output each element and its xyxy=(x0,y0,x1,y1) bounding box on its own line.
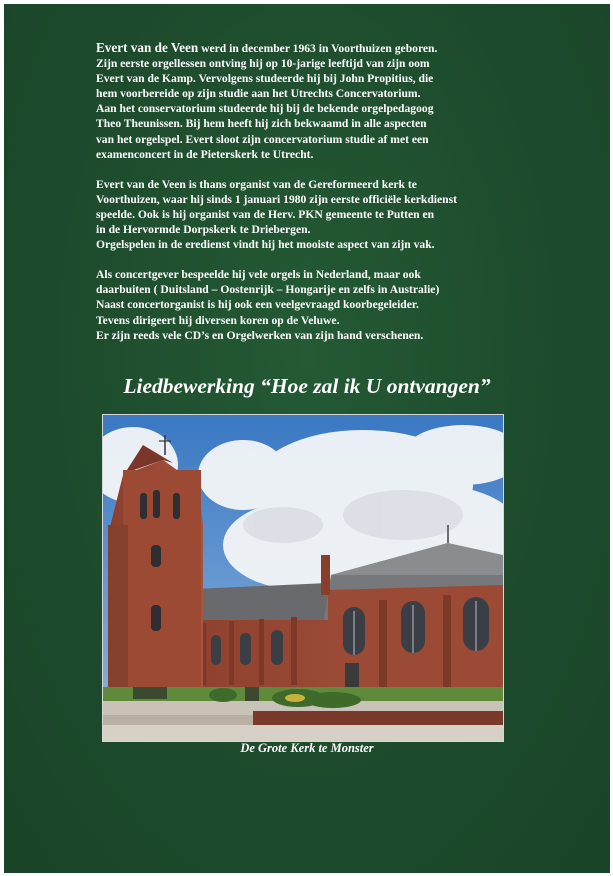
back-cover xyxy=(4,4,610,873)
bio-paragraph-3: Als concertgever bespeelde hij vele orgels in Nederland, maar ook daarbuiten ( Duitsland – Oostenrijk – Hongarije en zelfs in Australie) Naast concertorganist is hij ook een veelgevraagd koorbegeleider. Tevens dirigeert hij diversen koren op de Veluwe. Er zijn reeds vele CD’s en Orgelwerken van zijn hand verschenen. xyxy=(96,268,440,342)
biography xyxy=(96,40,526,358)
artist-name: Evert van de Veen xyxy=(96,40,199,55)
church-photo xyxy=(102,414,504,742)
bio-paragraph-2: Evert van de Veen is thans organist van de Gereformeerd kerk te Voorthuizen, waar hij sinds 1 januari 1980 zijn eerste officiële kerkdienst speelde. Ook is hij organist van de Herv. PKN gemeente te Putten en in de Hervormde Dorpskerk te Driebergen. Orgelspelen in de eredienst vindt hij het mooiste aspect van zijn vak. xyxy=(96,177,457,252)
photo-caption: De Grote Kerk te Monster xyxy=(240,741,374,755)
bio-paragraph-1 xyxy=(96,40,526,162)
album-title: Liedbewerking “Hoe zal ik U ontvangen” xyxy=(123,374,491,398)
bio-paragraph-1-text: werd in december 1963 in Voorthuizen geboren. Zijn eerste orgellessen ontving hij op 10-jarige leeftijd van zijn oom Evert van de Kamp. Vervolgens studeerde hij bij John Propitius, die hem voorbereide op zijn studie aan het Utrechts Concervatorium. Aan het conservatorium studeerde hij bij de bekende orgelpedagoog Theo Theunissen. Bij hem heeft hij zich bekwaamd in alle aspecten van het orgelspel. Evert sloot zijn concervatorium studie af met een examenconcert in de Pieterskerk te Utrecht. xyxy=(96,42,438,161)
